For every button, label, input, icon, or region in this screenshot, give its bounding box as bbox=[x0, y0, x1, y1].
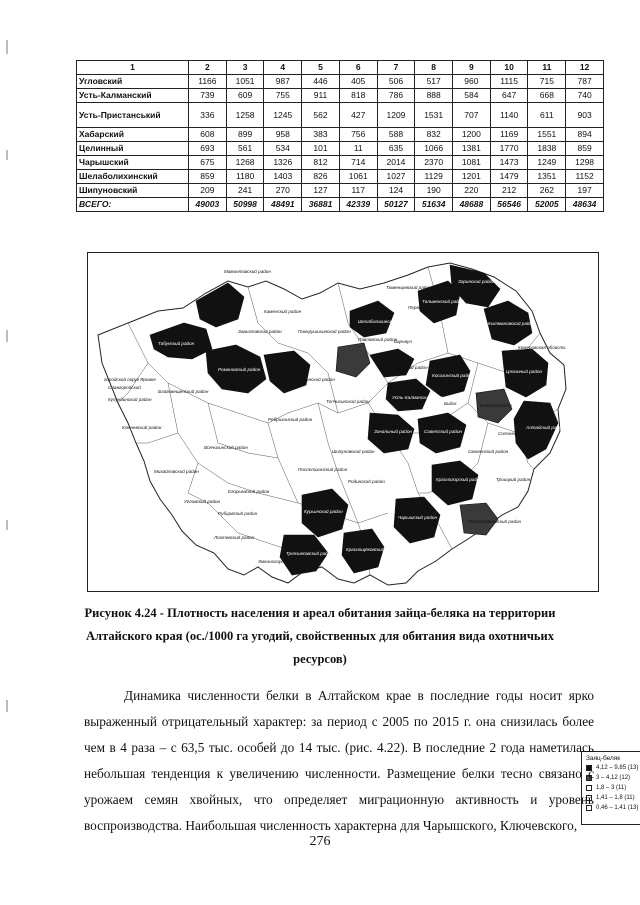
legend-label: 3 – 4,12 (12) bbox=[596, 775, 631, 781]
caption-line: ресурсов) bbox=[293, 652, 347, 666]
table-row bbox=[77, 156, 604, 170]
map-label: Кытмановский район bbox=[488, 321, 535, 326]
row-name-cell: Хабарский bbox=[77, 128, 189, 142]
table-cell: 1027 bbox=[377, 170, 415, 184]
table-cell: 1381 bbox=[453, 142, 491, 156]
table-cell: 1169 bbox=[490, 128, 528, 142]
table-cell: 1479 bbox=[490, 170, 528, 184]
table-cell: 336 bbox=[189, 103, 227, 128]
table-cell: 1209 bbox=[377, 103, 415, 128]
table-cell: 832 bbox=[415, 128, 453, 142]
table-cell: 1115 bbox=[490, 75, 528, 89]
map-label: Михайловский район bbox=[154, 469, 199, 474]
table-row bbox=[77, 128, 604, 142]
table-cell: 647 bbox=[490, 89, 528, 103]
map-label: Алтайский район bbox=[526, 425, 565, 430]
table-cell: 52005 bbox=[528, 198, 566, 212]
table-cell: 894 bbox=[566, 128, 604, 142]
table-cell: 562 bbox=[302, 103, 340, 128]
table-cell: 675 bbox=[189, 156, 227, 170]
scan-artifact bbox=[6, 150, 8, 160]
table-cell: 36881 bbox=[302, 198, 340, 212]
map-label: Рубцовский район bbox=[218, 511, 258, 516]
map-label: Шелаболихинский район bbox=[358, 319, 411, 324]
table-row bbox=[77, 75, 604, 89]
table-cell: 899 bbox=[226, 128, 264, 142]
table-cell: 787 bbox=[566, 75, 604, 89]
map-svg bbox=[88, 253, 598, 591]
table-cell: 739 bbox=[189, 89, 227, 103]
map-label: Тальменский район bbox=[422, 299, 465, 304]
scan-artifact bbox=[6, 700, 8, 712]
table-cell: 1326 bbox=[264, 156, 302, 170]
table-cell: 707 bbox=[453, 103, 491, 128]
table-cell: 124 bbox=[377, 184, 415, 198]
table-cell: 270 bbox=[264, 184, 302, 198]
map-label: Калманский район bbox=[388, 365, 428, 370]
table-cell: 197 bbox=[566, 184, 604, 198]
table-cell: 903 bbox=[566, 103, 604, 128]
table-cell: 50127 bbox=[377, 198, 415, 212]
map-label: Бийск bbox=[444, 401, 457, 406]
table-cell: 668 bbox=[528, 89, 566, 103]
map-label: Третьяковский район bbox=[286, 551, 334, 556]
map-label: Кемеровская область bbox=[518, 345, 566, 350]
map-label: Завьяловский район bbox=[238, 329, 282, 334]
map-label: Первомайский район bbox=[408, 305, 454, 310]
table-cell: 812 bbox=[302, 156, 340, 170]
table-cell: 1551 bbox=[528, 128, 566, 142]
table-header-row bbox=[77, 61, 604, 75]
map-label: Солонешенский район bbox=[498, 431, 547, 436]
table-cell: 48688 bbox=[453, 198, 491, 212]
caption-line: Алтайского края (ос./1000 га угодий, свойственных для обитания вида охотничьих bbox=[86, 629, 554, 643]
table-cell: 1152 bbox=[566, 170, 604, 184]
map-label: городской округ Яровое bbox=[104, 377, 156, 382]
table-cell: 588 bbox=[377, 128, 415, 142]
table-cell: 611 bbox=[528, 103, 566, 128]
map-label: Заринский район bbox=[458, 279, 495, 284]
table-cell: 1249 bbox=[528, 156, 566, 170]
table-cell: 693 bbox=[189, 142, 227, 156]
table-cell: 826 bbox=[302, 170, 340, 184]
table-row bbox=[77, 170, 604, 184]
map-label: Благовещенский район bbox=[158, 389, 209, 394]
map-label: Ребрихинский район bbox=[268, 417, 313, 422]
map-label: Зональный район bbox=[374, 429, 412, 434]
table-cell: 446 bbox=[302, 75, 340, 89]
table-cell: 241 bbox=[226, 184, 264, 198]
table-cell: 50998 bbox=[226, 198, 264, 212]
table-cell: 859 bbox=[566, 142, 604, 156]
table-cell: 1838 bbox=[528, 142, 566, 156]
legend-title: Заяц-беляк bbox=[586, 755, 621, 762]
column-header: 5 bbox=[302, 61, 340, 75]
map-label: Славгородский bbox=[108, 385, 141, 390]
row-name-cell: Усть-Пристанський bbox=[77, 103, 189, 128]
scan-artifact bbox=[6, 330, 8, 342]
table-cell: 756 bbox=[339, 128, 377, 142]
map-label: Каменский район bbox=[264, 309, 302, 314]
table-cell: 818 bbox=[339, 89, 377, 103]
map-label: Романовский район bbox=[218, 367, 261, 372]
table-cell: 911 bbox=[302, 89, 340, 103]
table-cell: 1473 bbox=[490, 156, 528, 170]
table-cell: 755 bbox=[264, 89, 302, 103]
table-cell: 1051 bbox=[226, 75, 264, 89]
table-cell: 49003 bbox=[189, 198, 227, 212]
table-row bbox=[77, 198, 604, 212]
column-header: 7 bbox=[377, 61, 415, 75]
table-cell: 127 bbox=[302, 184, 340, 198]
table-cell: 2370 bbox=[415, 156, 453, 170]
legend-item bbox=[586, 794, 640, 802]
map-label: Поспелихинский район bbox=[298, 467, 348, 472]
table-cell: 405 bbox=[339, 75, 377, 89]
map-label: Тюменцевский район bbox=[386, 285, 432, 290]
map-label: Косихинский район bbox=[432, 373, 474, 378]
map-label: Усть-Калманский район bbox=[392, 395, 445, 400]
map-label: Красногорский район bbox=[436, 477, 483, 482]
table-cell: 212 bbox=[490, 184, 528, 198]
map-label: Курьинский район bbox=[304, 509, 343, 514]
table-cell: 1201 bbox=[453, 170, 491, 184]
table-cell: 220 bbox=[453, 184, 491, 198]
map-label: Целинный район bbox=[506, 369, 543, 374]
map-label: Ключевский район bbox=[122, 425, 162, 430]
table-cell: 715 bbox=[528, 75, 566, 89]
table-cell: 609 bbox=[226, 89, 264, 103]
table-cell: 2014 bbox=[377, 156, 415, 170]
map-label: Смоленский район bbox=[468, 449, 509, 454]
table-row bbox=[77, 184, 604, 198]
table-cell: 561 bbox=[226, 142, 264, 156]
table-cell: 1770 bbox=[490, 142, 528, 156]
table-cell: 584 bbox=[453, 89, 491, 103]
table-cell: 960 bbox=[453, 75, 491, 89]
table-row bbox=[77, 89, 604, 103]
map-label: Родинский район bbox=[348, 479, 385, 484]
map-label: Троицкий район bbox=[496, 477, 531, 482]
table-cell: 714 bbox=[339, 156, 377, 170]
table-cell: 635 bbox=[377, 142, 415, 156]
legend-label: 1,8 – 3 (11) bbox=[596, 785, 627, 791]
column-header: 12 bbox=[566, 61, 604, 75]
table-cell: 1140 bbox=[490, 103, 528, 128]
table-cell: 987 bbox=[264, 75, 302, 89]
figure-caption bbox=[60, 602, 580, 671]
table-cell: 608 bbox=[189, 128, 227, 142]
row-name-cell: Чарышский bbox=[77, 156, 189, 170]
row-name-cell: Шипуновский bbox=[77, 184, 189, 198]
map-label: Мамонтовский район bbox=[224, 269, 271, 274]
legend-item bbox=[586, 784, 640, 792]
table-cell: 958 bbox=[264, 128, 302, 142]
map-label: Бийский район bbox=[480, 403, 512, 408]
column-header: 10 bbox=[490, 61, 528, 75]
map-label: Егорьевский район bbox=[228, 489, 270, 494]
table-row bbox=[77, 103, 604, 128]
table-cell: 517 bbox=[415, 75, 453, 89]
map-label: Советский район bbox=[424, 429, 463, 434]
map-label: Петропавловский район bbox=[468, 519, 522, 524]
table-cell: 42339 bbox=[339, 198, 377, 212]
table-cell: 383 bbox=[302, 128, 340, 142]
paragraph: Динамика численности белки в Алтайском крае в последние годы носит ярко выраженный отрицательный характер: за период с 2005 по 2015 г. она снизилась более чем в 4 раза – с 63,5 тыс. особей до 14 тыс. (рис. 4.22). В последние 2 года наметилась небольшая тенденция к увеличению численности. Размещение белки тесно связано с урожаем семян хвойных, что определяет миграционную активность и уровень воспроизводства. Наибольшая численность характерна для Чарышского, Ключевского, bbox=[84, 688, 594, 833]
map-label: Кулундинский район bbox=[108, 397, 152, 402]
table-cell: 11 bbox=[339, 142, 377, 156]
legend-item bbox=[586, 804, 640, 812]
map-label: Краснощёковский район bbox=[346, 547, 399, 552]
map-label: Локтевский район bbox=[214, 535, 255, 540]
table-cell: 1268 bbox=[226, 156, 264, 170]
table-cell: 1066 bbox=[415, 142, 453, 156]
column-header: 6 bbox=[339, 61, 377, 75]
column-header: 1 bbox=[77, 61, 189, 75]
table-cell: 888 bbox=[415, 89, 453, 103]
table-cell: 1180 bbox=[226, 170, 264, 184]
table-cell: 427 bbox=[339, 103, 377, 128]
column-header: 2 bbox=[189, 61, 227, 75]
table-cell: 101 bbox=[302, 142, 340, 156]
table-cell: 1531 bbox=[415, 103, 453, 128]
legend-label: 4,12 – 9,85 (13) bbox=[596, 765, 639, 771]
table-cell: 48634 bbox=[566, 198, 604, 212]
table-cell: 786 bbox=[377, 89, 415, 103]
map-label: Угловский район bbox=[184, 499, 221, 504]
caption-line: Рисунок 4.24 - Плотность населения и ареал обитания зайца-беляка на территории bbox=[84, 606, 556, 620]
table-cell: 262 bbox=[528, 184, 566, 198]
map-label: Шипуновский район bbox=[332, 449, 375, 454]
table-cell: 1245 bbox=[264, 103, 302, 128]
table-cell: 190 bbox=[415, 184, 453, 198]
map-label: Панкрушихинский район bbox=[298, 329, 351, 334]
column-header: 4 bbox=[264, 61, 302, 75]
table-cell: 506 bbox=[377, 75, 415, 89]
row-name-cell: ВСЕГО: bbox=[77, 198, 189, 212]
scan-artifact bbox=[6, 520, 8, 530]
map-label: Табунский район bbox=[158, 341, 195, 346]
table-cell: 1081 bbox=[453, 156, 491, 170]
statistics-table-container bbox=[76, 60, 604, 212]
statistics-table bbox=[76, 60, 604, 212]
table-cell: 1166 bbox=[189, 75, 227, 89]
legend-label: 0,46 – 1,41 (13) bbox=[596, 805, 639, 811]
scan-artifact bbox=[6, 40, 8, 54]
table-cell: 1298 bbox=[566, 156, 604, 170]
table-cell: 51634 bbox=[415, 198, 453, 212]
column-header: 3 bbox=[226, 61, 264, 75]
table-cell: 117 bbox=[339, 184, 377, 198]
table-body bbox=[77, 75, 604, 212]
legend-label: 1,41 – 1,8 (11) bbox=[596, 795, 635, 801]
table-cell: 56546 bbox=[490, 198, 528, 212]
page-number: 276 bbox=[309, 834, 331, 849]
map-label: Павловский район bbox=[358, 337, 398, 342]
table-cell: 859 bbox=[189, 170, 227, 184]
table-cell: 48491 bbox=[264, 198, 302, 212]
column-header: 11 bbox=[528, 61, 566, 75]
map-label: Топчихинский район bbox=[326, 399, 370, 404]
map-label: Барнаул bbox=[394, 339, 412, 344]
row-name-cell: Шелаболихинский bbox=[77, 170, 189, 184]
table-cell: 1403 bbox=[264, 170, 302, 184]
table-row bbox=[77, 142, 604, 156]
table-cell: 1129 bbox=[415, 170, 453, 184]
table-cell: 1258 bbox=[226, 103, 264, 128]
body-text bbox=[84, 683, 594, 839]
legend-item bbox=[586, 774, 640, 782]
map-label: Волчихинский район bbox=[204, 445, 248, 450]
table-cell: 740 bbox=[566, 89, 604, 103]
map-label: Новичихинский район bbox=[288, 377, 335, 382]
map-label: Чарышский район bbox=[398, 515, 437, 520]
column-header: 9 bbox=[453, 61, 491, 75]
table-cell: 534 bbox=[264, 142, 302, 156]
column-header: 8 bbox=[415, 61, 453, 75]
row-name-cell: Усть-Калманский bbox=[77, 89, 189, 103]
row-name-cell: Целинный bbox=[77, 142, 189, 156]
table-cell: 1351 bbox=[528, 170, 566, 184]
row-name-cell: Угловский bbox=[77, 75, 189, 89]
table-cell: 1061 bbox=[339, 170, 377, 184]
legend-item bbox=[586, 764, 640, 772]
map-label: Змеиногорский район bbox=[258, 559, 306, 564]
table-cell: 209 bbox=[189, 184, 227, 198]
table-cell: 1200 bbox=[453, 128, 491, 142]
